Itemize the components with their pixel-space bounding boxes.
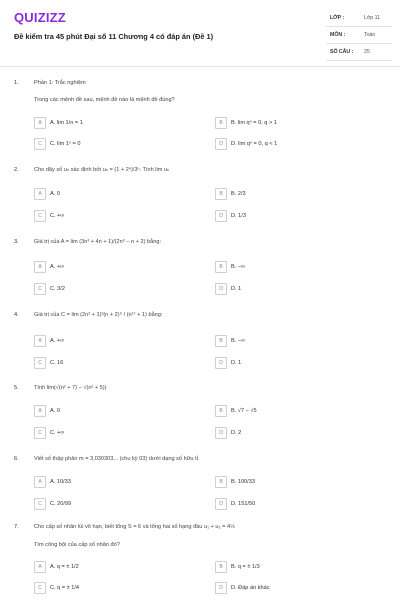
option-text: D. Đáp án khác bbox=[231, 585, 270, 591]
option-letter-box: B bbox=[215, 117, 227, 129]
option-letter-box: B bbox=[215, 476, 227, 488]
option-text: A. 0 bbox=[50, 191, 60, 197]
option-text: A. q = ± 1/2 bbox=[50, 564, 79, 570]
option-letter-box: D bbox=[215, 357, 227, 369]
option-letter-box: B bbox=[215, 561, 227, 573]
meta-label: MÔN : bbox=[330, 32, 346, 38]
option-c[interactable] bbox=[34, 357, 63, 369]
option-letter-box: A bbox=[34, 261, 46, 273]
option-text: C. q = ± 1/4 bbox=[50, 585, 80, 591]
option-text: B. −∞ bbox=[231, 264, 246, 270]
option-letter-box: A bbox=[34, 335, 46, 347]
option-letter-box: D bbox=[215, 283, 227, 295]
option-text: D. 1 bbox=[231, 286, 242, 292]
option-text: B. q = ± 1/3 bbox=[231, 564, 260, 570]
question-number: 3. bbox=[14, 239, 19, 245]
quizizz-logo[interactable]: QUIZIZZ bbox=[14, 10, 66, 25]
option-text: B. lim qⁿ = 0, q > 1 bbox=[231, 120, 277, 126]
option-text: C. +∞ bbox=[50, 213, 65, 219]
worksheet-header bbox=[0, 0, 400, 66]
meta-value: 25 bbox=[364, 49, 370, 55]
worksheet-title: Đề kiểm tra 45 phút Đại số 11 Chương 4 có đáp án (Đề 1) bbox=[14, 32, 214, 41]
meta-row-subject bbox=[326, 27, 392, 44]
option-letter-box: C bbox=[34, 582, 46, 594]
option-text: C. 16 bbox=[50, 360, 64, 366]
meta-row-count bbox=[326, 44, 392, 61]
option-b[interactable] bbox=[215, 405, 257, 417]
option-b[interactable] bbox=[215, 335, 245, 347]
option-d[interactable] bbox=[215, 582, 270, 594]
question-text: Giá trị của C = lim (2n³ + 1)³(n + 2)⁹ / (n¹⁷ + 1) bằng: bbox=[34, 312, 163, 318]
question-text: Cho dãy số uₙ xác định bởi uₙ = (1 + 2ⁿ)/3ⁿ. Tính lim uₙ bbox=[34, 167, 170, 173]
option-letter-box: B bbox=[215, 261, 227, 273]
option-c[interactable] bbox=[34, 210, 64, 222]
option-letter-box: C bbox=[34, 210, 46, 222]
option-text: B. 100/33 bbox=[231, 479, 255, 485]
option-letter-box: C bbox=[34, 498, 46, 510]
option-letter-box: D bbox=[215, 427, 227, 439]
option-d[interactable] bbox=[215, 427, 241, 439]
option-text: D. 2 bbox=[231, 430, 242, 436]
option-text: B. −∞ bbox=[231, 338, 246, 344]
option-b[interactable] bbox=[215, 476, 255, 488]
option-letter-box: A bbox=[34, 476, 46, 488]
header-divider bbox=[0, 66, 400, 67]
option-a[interactable] bbox=[34, 561, 79, 573]
option-c[interactable] bbox=[34, 427, 64, 439]
option-a[interactable] bbox=[34, 188, 60, 200]
option-text: C. 3/2 bbox=[50, 286, 65, 292]
question-number: 1. bbox=[14, 80, 19, 86]
option-letter-box: A bbox=[34, 561, 46, 573]
meta-row-class bbox=[326, 10, 392, 27]
option-letter-box: B bbox=[215, 405, 227, 417]
question-text: Tính lim(√(n² + 7) − √(n² + 5)) bbox=[34, 385, 107, 391]
option-letter-box: B bbox=[215, 188, 227, 200]
option-letter-box: D bbox=[215, 498, 227, 510]
question-number: 6. bbox=[14, 456, 19, 462]
option-text: D. 1/3 bbox=[231, 213, 246, 219]
question-subtext: Trong các mệnh đề sau, mệnh đề nào là mệnh đề đúng? bbox=[34, 97, 175, 103]
question-text: Cho cấp số nhân lùi vô hạn, biết tổng S = 6 và tổng hai số hạng đầu u₁ + u₂ = 4½ bbox=[34, 524, 235, 530]
option-letter-box: D bbox=[215, 582, 227, 594]
question-number: 4. bbox=[14, 312, 19, 318]
question-number: 5. bbox=[14, 385, 19, 391]
option-letter-box: A bbox=[34, 188, 46, 200]
option-b[interactable] bbox=[215, 561, 260, 573]
option-a[interactable] bbox=[34, 335, 64, 347]
option-c[interactable] bbox=[34, 138, 80, 150]
option-c[interactable] bbox=[34, 283, 65, 295]
option-d[interactable] bbox=[215, 210, 246, 222]
meta-label: SỐ CÂU : bbox=[330, 49, 354, 55]
option-text: B. √7 − √5 bbox=[231, 408, 257, 414]
option-b[interactable] bbox=[215, 188, 246, 200]
option-text: D. 1 bbox=[231, 360, 242, 366]
option-letter-box: D bbox=[215, 138, 227, 150]
option-text: C. lim 1ⁿ = 0 bbox=[50, 141, 81, 147]
option-b[interactable] bbox=[215, 117, 277, 129]
option-letter-box: D bbox=[215, 210, 227, 222]
meta-panel bbox=[326, 10, 392, 61]
option-letter-box: C bbox=[34, 138, 46, 150]
question-text: Phần 1: Trắc nghiệm bbox=[34, 80, 86, 86]
option-letter-box: C bbox=[34, 283, 46, 295]
question-subtext: Tìm công bội của cấp số nhân đó? bbox=[34, 542, 120, 548]
option-text: D. lim qⁿ = 0, q < 1 bbox=[231, 141, 278, 147]
option-letter-box: B bbox=[215, 335, 227, 347]
option-a[interactable] bbox=[34, 261, 64, 273]
option-a[interactable] bbox=[34, 405, 60, 417]
option-letter-box: A bbox=[34, 405, 46, 417]
option-c[interactable] bbox=[34, 582, 79, 594]
option-text: B. 2/3 bbox=[231, 191, 246, 197]
option-d[interactable] bbox=[215, 283, 241, 295]
option-text: D. 151/50 bbox=[231, 501, 256, 507]
option-a[interactable] bbox=[34, 476, 71, 488]
option-a[interactable] bbox=[34, 117, 83, 129]
question-number: 7. bbox=[14, 524, 19, 530]
option-b[interactable] bbox=[215, 261, 245, 273]
meta-label: LỚP : bbox=[330, 15, 345, 21]
meta-value: Toán bbox=[364, 32, 376, 38]
question-number: 2. bbox=[14, 167, 19, 173]
option-text: A. +∞ bbox=[50, 338, 65, 344]
option-text: A. 0 bbox=[50, 408, 60, 414]
option-c[interactable] bbox=[34, 498, 71, 510]
option-d[interactable] bbox=[215, 138, 277, 150]
option-text: A. 10/33 bbox=[50, 479, 71, 485]
question-text: Giá trị của A = lim (3n³ + 4n + 1)/(2n³ − n + 2) bằng: bbox=[34, 239, 162, 245]
option-letter-box: A bbox=[34, 117, 46, 129]
option-text: A. +∞ bbox=[50, 264, 65, 270]
option-text: A. lim 1/n = 1 bbox=[50, 120, 83, 126]
option-letter-box: C bbox=[34, 357, 46, 369]
option-d[interactable] bbox=[215, 357, 241, 369]
option-text: C. +∞ bbox=[50, 430, 65, 436]
meta-value: Lớp 11 bbox=[364, 15, 380, 21]
question-text: Viết số thập phân m = 3,030303... (chu kỳ 03) dưới dạng số hữu tỉ. bbox=[34, 456, 200, 462]
option-text: C. 20/99 bbox=[50, 501, 72, 507]
option-d[interactable] bbox=[215, 498, 255, 510]
option-letter-box: C bbox=[34, 427, 46, 439]
